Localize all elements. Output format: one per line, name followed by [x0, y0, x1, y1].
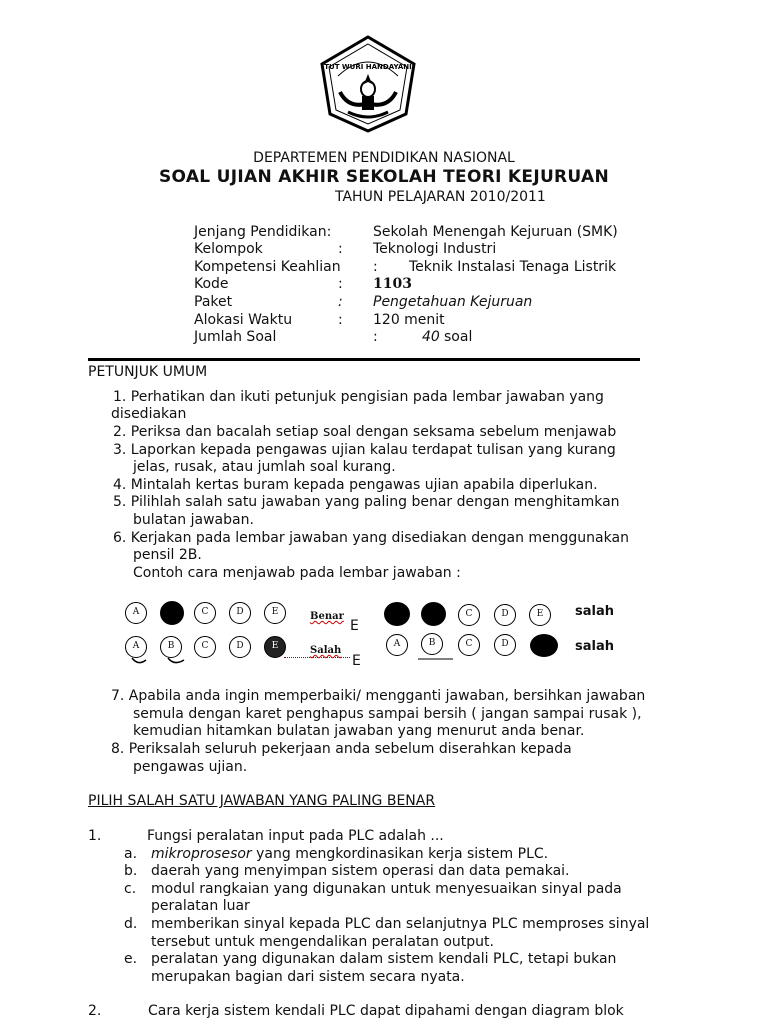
info-kompetensi-value: Teknik Instalasi Tenaga Listrik — [409, 259, 617, 275]
example-salah-label: salah — [575, 639, 614, 654]
petunjuk-item: pengawas ujian. — [133, 759, 248, 775]
petunjuk-item: 1. Perhatikan dan ikuti petunjuk pengisian pada lembar jawaban yang — [113, 389, 604, 405]
info-colon: : — [338, 241, 343, 257]
petunjuk-item: 5. Pilihlah salah satu jawaban yang paling benar dengan menghitamkan — [113, 494, 620, 510]
petunjuk-item: pensil 2B. — [133, 547, 202, 563]
info-colon: : — [338, 276, 343, 292]
info-kompetensi-label: Kompetensi Keahlian — [194, 259, 341, 275]
example-bubble-a: A — [125, 602, 147, 624]
option-a-rest: yang mengkordinasikan kerja sistem PLC. — [251, 846, 549, 862]
option-e: peralatan yang digunakan dalam sistem kendali PLC, tetapi bukan — [151, 951, 617, 967]
petunjuk-item: 2. Periksa dan bacalah setiap soal dengan seksama sebelum menjawab — [113, 424, 617, 440]
example-bubble-d: D — [494, 604, 516, 626]
example-bubble-d: D — [229, 602, 251, 624]
example-salah-stamp: Salah — [310, 645, 342, 656]
example-bubble-b: B — [421, 633, 443, 655]
example-bubble-a: A — [386, 634, 408, 656]
info-kode-value: 1103 — [373, 276, 412, 292]
option-c-cont: peralatan luar — [151, 898, 250, 914]
info-alokasi-label: Alokasi Waktu — [194, 312, 293, 328]
option-c: modul rangkaian yang digunakan untuk menyesuaikan sinyal pada — [151, 881, 622, 897]
option-letter: c. — [124, 881, 137, 897]
example-bubble-e-partial: E — [264, 636, 286, 658]
example-bubble-b-filled — [421, 602, 446, 626]
petunjuk-item: jelas, rusak, atau jumlah soal kurang. — [133, 459, 396, 475]
example-bubble-d: D — [494, 634, 516, 656]
question-number: 1. — [88, 828, 102, 844]
question-number: 2. — [88, 1003, 102, 1019]
exam-title: SOAL UJIAN AKHIR SEKOLAH TEORI KEJURUAN — [158, 167, 609, 187]
petunjuk-item: 3. Laporkan kepada pengawas ujian kalau terdapat tulisan yang kurang — [113, 442, 616, 458]
example-bubble-c: C — [458, 634, 480, 656]
option-a — [151, 846, 548, 864]
example-bubble-a: A — [125, 636, 147, 658]
option-e-cont: merupakan bagian dari sistem secara nyata. — [151, 969, 465, 985]
option-letter: a. — [124, 846, 138, 862]
example-benar-label: Benar — [310, 611, 344, 622]
example-bubble-c: C — [458, 604, 480, 626]
section-title: PILIH SALAH SATU JAWABAN YANG PALING BENAR — [88, 793, 436, 809]
option-d-cont: tersebut untuk mengendalikan peralatan output. — [151, 934, 494, 950]
info-alokasi-value: 120 menit — [373, 312, 445, 328]
petunjuk-item: kemudian hitamkan bulatan jawaban yang menurut anda benar. — [133, 723, 585, 739]
info-kode-label: Kode — [194, 276, 229, 292]
example-e-letter: E — [352, 653, 361, 669]
divider-rule — [88, 358, 640, 361]
svg-text:TUT WURI HANDAYANI: TUT WURI HANDAYANI — [324, 63, 412, 71]
info-jumlah-unit: soal — [444, 329, 473, 345]
example-bubble-e: E — [264, 602, 286, 624]
petunjuk-item: Contoh cara menjawab pada lembar jawaban : — [133, 565, 461, 581]
option-d: memberikan sinyal kepada PLC dan selanjutnya PLC memproses sinyal — [151, 916, 650, 932]
example-bubble-b-filled — [160, 601, 184, 625]
example-e-letter: E — [350, 618, 359, 634]
petunjuk-item: 4. Mintalah kertas buram kepada pengawas ujian apabila diperlukan. — [113, 477, 598, 493]
petunjuk-item: semula dengan karet penghapus sampai bersih ( jangan sampai rusak ), — [133, 706, 642, 722]
option-a-italic: mikroprosesor — [151, 846, 252, 862]
petunjuk-item: bulatan jawaban. — [133, 512, 254, 528]
question-text: Fungsi peralatan input pada PLC adalah ... — [147, 828, 444, 844]
tut-wuri-handayani-logo — [318, 34, 418, 134]
petunjuk-item: disediakan — [111, 406, 187, 422]
info-jenjang-label: Jenjang Pendidikan: — [194, 224, 332, 240]
option-letter: e. — [124, 951, 138, 967]
info-colon: : — [373, 259, 378, 275]
example-bubble-c: C — [194, 636, 216, 658]
example-salah-label: salah — [575, 604, 614, 619]
option-letter: b. — [124, 863, 138, 879]
info-jumlah-number: 40 — [422, 329, 440, 345]
info-paket-label: Paket — [194, 294, 233, 310]
question-text: Cara kerja sistem kendali PLC dapat dipahami dengan diagram blok — [148, 1003, 624, 1019]
info-jumlah-label: Jumlah Soal — [194, 329, 277, 345]
example-bubble-e: E — [529, 604, 551, 626]
petunjuk-title: PETUNJUK UMUM — [88, 364, 208, 380]
example-bubble-b: B — [160, 636, 182, 658]
info-colon: : — [338, 294, 343, 310]
info-kelompok-label: Kelompok — [194, 241, 263, 257]
info-colon: : — [373, 329, 378, 345]
info-paket-value: Pengetahuan Kejuruan — [373, 294, 533, 310]
department-title: DEPARTEMEN PENDIDIKAN NASIONAL — [253, 150, 515, 166]
petunjuk-item: 8. Periksalah seluruh pekerjaan anda sebelum diserahkan kepada — [111, 741, 572, 757]
scan-artifact — [128, 656, 458, 668]
option-b: daerah yang menyimpan sistem operasi dan data pemakai. — [151, 863, 570, 879]
example-bubble-c: C — [194, 602, 216, 624]
example-bubble-a-filled — [384, 602, 410, 626]
petunjuk-item: 6. Kerjakan pada lembar jawaban yang disediakan dengan menggunakan — [113, 530, 629, 546]
petunjuk-item: 7. Apabila anda ingin memperbaiki/ mengganti jawaban, bersihkan jawaban — [111, 688, 646, 704]
info-kelompok-value: Teknologi Industri — [373, 241, 497, 257]
academic-year: TAHUN PELAJARAN 2010/2011 — [335, 189, 546, 205]
example-bubble-d: D — [229, 636, 251, 658]
example-bubble-e-filled — [530, 634, 558, 657]
info-jenjang-value: Sekolah Menengah Kejuruan (SMK) — [373, 224, 618, 240]
option-letter: d. — [124, 916, 138, 932]
info-colon: : — [338, 312, 343, 328]
